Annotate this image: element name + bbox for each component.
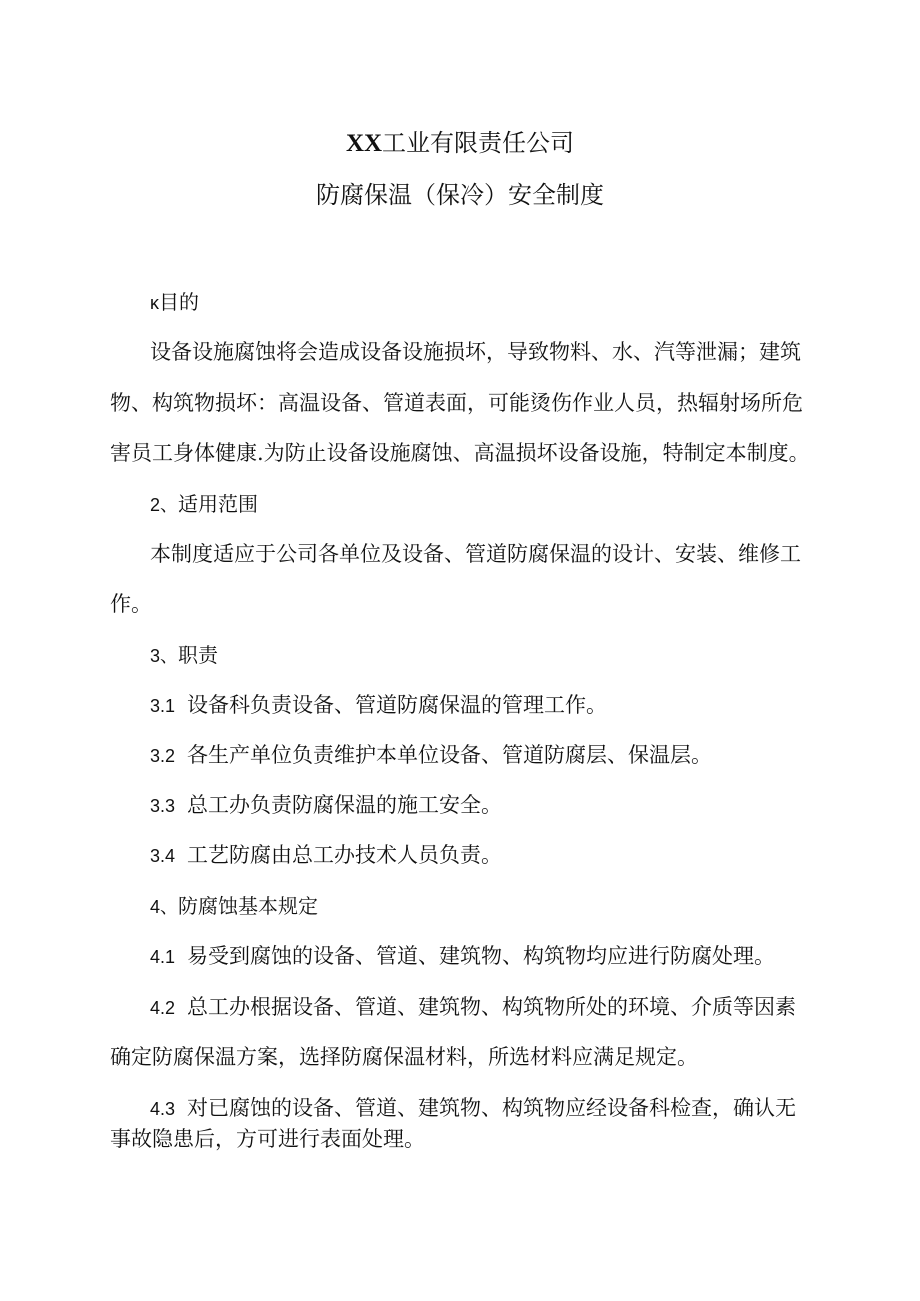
section-number: κ bbox=[150, 293, 159, 313]
clause-text: 工艺防腐由总工办技术人员负责。 bbox=[187, 843, 503, 867]
clause-text: 设备科负责设备、管道防腐保温的管理工作。 bbox=[187, 693, 608, 717]
clause-text: 对已腐蚀的设备、管道、建筑物、构筑物应经设备科检查，确认无 bbox=[187, 1096, 797, 1120]
paragraph-line: 物、构筑物损坏：高温设备、管道表面，可能烫伤作业人员，热辐射场所危 bbox=[110, 391, 803, 415]
company-name-rest: 工业有限责任公司 bbox=[382, 129, 575, 157]
clause-number: 3.3 bbox=[150, 796, 176, 816]
paragraph-line: 本制度适应于公司各单位及设备、管道防腐保温的设计、安装、维修工 bbox=[150, 542, 801, 566]
clause-item bbox=[150, 1093, 870, 1124]
section-number: 4、 bbox=[150, 897, 179, 917]
clause-text: 总工办负责防腐保温的施工安全。 bbox=[187, 793, 503, 817]
clause-number: 3.4 bbox=[150, 846, 176, 866]
clause-item bbox=[150, 740, 870, 771]
clause-continuation: 确定防腐保温方案，选择防腐保温材料，所选材料应满足规定。 bbox=[110, 1045, 698, 1069]
clause-number: 4.2 bbox=[150, 998, 176, 1018]
section-number: 3、 bbox=[150, 646, 179, 666]
document-title: 防腐保温（保冷）安全制度 bbox=[316, 181, 604, 209]
section-title: 职责 bbox=[178, 643, 219, 667]
clause-text: 各生产单位负责维护本单位设备、管道防腐层、保温层。 bbox=[187, 743, 713, 767]
clause-number: 4.3 bbox=[150, 1099, 176, 1119]
clause-item bbox=[150, 690, 870, 721]
section-number: 2、 bbox=[150, 495, 179, 515]
section-title: 防腐蚀基本规定 bbox=[178, 894, 319, 918]
paragraph-line: 设备设施腐蚀将会造成设备设施损坏，导致物料、水、汽等泄漏；建筑 bbox=[150, 340, 801, 364]
clause-number: 4.1 bbox=[150, 947, 176, 967]
clause-text: 总工办根据设备、管道、建筑物、构筑物所处的环境、介质等因素 bbox=[187, 995, 797, 1019]
section-title: 适用范围 bbox=[178, 492, 259, 516]
section-heading-anticorrosion bbox=[150, 891, 870, 922]
section-heading-responsibilities bbox=[150, 640, 870, 671]
clause-item bbox=[150, 840, 870, 871]
company-prefix: XX bbox=[345, 130, 383, 157]
clause-item bbox=[150, 790, 870, 821]
paragraph-line: 害员工身体健康.为防止设备设施腐蚀、高温损坏设备设施，特制定本制度。 bbox=[110, 441, 810, 465]
section-title: 目的 bbox=[159, 290, 199, 314]
clause-continuation: 事故隐患后，方可进行表面处理。 bbox=[110, 1127, 425, 1151]
clause-number: 3.1 bbox=[150, 696, 176, 716]
clause-number: 3.2 bbox=[150, 746, 176, 766]
clause-item bbox=[150, 941, 870, 972]
clause-item bbox=[150, 992, 870, 1023]
section-heading-purpose bbox=[150, 287, 870, 318]
paragraph-line: 作。 bbox=[110, 592, 152, 616]
company-name bbox=[0, 128, 920, 159]
section-heading-scope bbox=[150, 489, 870, 520]
clause-text: 易受到腐蚀的设备、管道、建筑物、构筑物均应进行防腐处理。 bbox=[187, 944, 776, 968]
